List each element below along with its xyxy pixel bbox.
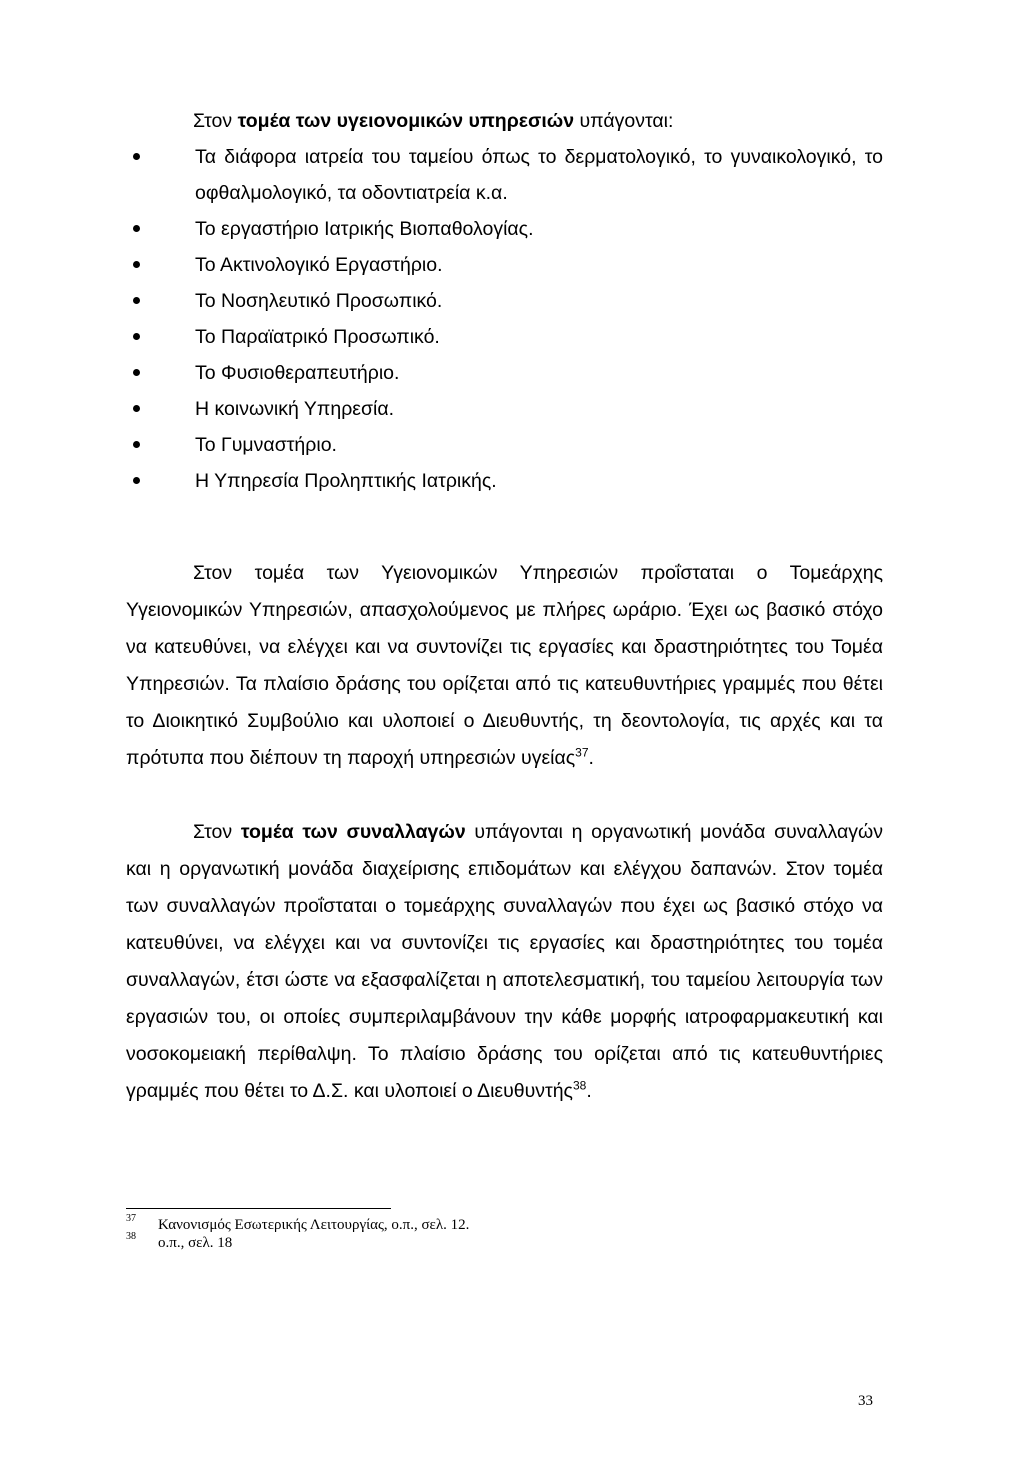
footnote-ref-37[interactable]: 37 [575,745,589,760]
list-item: Τα διάφορα ιατρεία του ταμείου όπως το δερματολογικό, το γυναικολογικό, το οφθαλμολογικό, τα οδοντιατρεία κ.α. [126,139,883,211]
section-intro [193,103,673,139]
footnotes [126,1213,470,1252]
list-item: Η κοινωνική Υπηρεσία. [126,391,883,427]
paragraph-transactions-sector: Στον τομέα των συναλλαγών υπάγονται η οργανωτική μονάδα συναλλαγών και η οργανωτική μονάδα διαχείρισης επιδομάτων και ελέγχου δαπανών. Στον τομέα των συναλλαγών προΐσταται ο τομεάρχης συναλλαγών που έχει ως βασικό στόχο να κατευθύνει, να ελέγχει και να συντονίζει τις εργασίες και δραστηριότητες του τομέα συναλλαγών, έτσι ώστε να εξασφαλίζεται η αποτελεσματική, του ταμείου λειτουργία των εργασιών του, οι οποίες συμπεριλαμβάνουν την κάθε μορφής ιατροφαρμακευτική και νοσοκομειακή περίθαλψη. Το πλαίσιο δράσης του ορίζεται από τις κατευθυντήριες γραμμές που θέτει το Δ.Σ. και υλοποιεί ο Διευθυντής$^{38}$. [126,821,884,1102]
services-bullet-list [126,139,883,499]
page-number: 33 [858,1393,873,1409]
list-item: Το εργαστήριο Ιατρικής Βιοπαθολογίας. [126,211,883,247]
paragraph-health-sector: Στον τομέα των Υγειονομικών Υπηρεσιών προΐσταται ο Τομεάρχης Υγειονομικών Υπηρεσιών, απασχολούμενος με πλήρες ωράριο. Έχει ως βασικό στόχο να κατευθύνει, να ελέγχει και να συντονίζει τις εργασίες και δραστηριότητες του Τομέα Υπηρεσιών. Τα πλαίσιο δράσης του ορίζεται από τις κατευθυντήριες γραμμές που θέτει το Διοικητικό Συμβούλιο και υλοποιεί ο Διευθυντής, τη δεοντολογία, τις αρχές και τα πρότυπα που διέπουν τη παροχή υπηρεσιών υγείας$^{37}$. [126,562,883,769]
footnote-38 [126,1231,469,1252]
intro-prefix: Στον [193,110,238,132]
footnote-text: ο.π., σελ. 18 [158,1235,233,1251]
bullet-icon [133,261,140,268]
footnote-text: Κανονισμός Εσωτερικής Λειτουργίας, ο.π., σελ. 12. [158,1217,470,1233]
list-item: Το Γυμναστήριο. [126,427,883,463]
footnote-37 [126,1213,470,1234]
list-item: Το Ακτινολογικό Εργαστήριο. [126,247,883,283]
list-item: Το Φυσιοθεραπευτήριο. [126,355,883,391]
bullet-icon [133,333,140,340]
bullet-icon [133,369,140,376]
bold-term-transactions: τομέα των συναλλαγών [240,821,466,843]
bullet-icon [133,405,140,412]
list-item: Η Υπηρεσία Προληπτικής Ιατρικής. [126,463,883,499]
bullet-icon [133,225,140,232]
footnote-number: 37 [126,1213,136,1224]
footnote-divider [126,1208,391,1209]
bullet-icon [133,477,140,484]
bullet-icon [133,441,140,448]
intro-bold-term: τομέα των υγειονομικών υπηρεσιών [237,110,575,132]
bullet-icon [133,297,140,304]
footnote-ref-38[interactable]: 38 [572,1078,587,1093]
intro-suffix: υπάγονται: [574,110,674,132]
footnote-number: 38 [126,1231,136,1242]
list-item: Το Νοσηλευτικό Προσωπικό. [126,283,883,319]
bullet-icon [133,153,140,160]
list-item: Το Παραϊατρικό Προσωπικό. [126,319,883,355]
